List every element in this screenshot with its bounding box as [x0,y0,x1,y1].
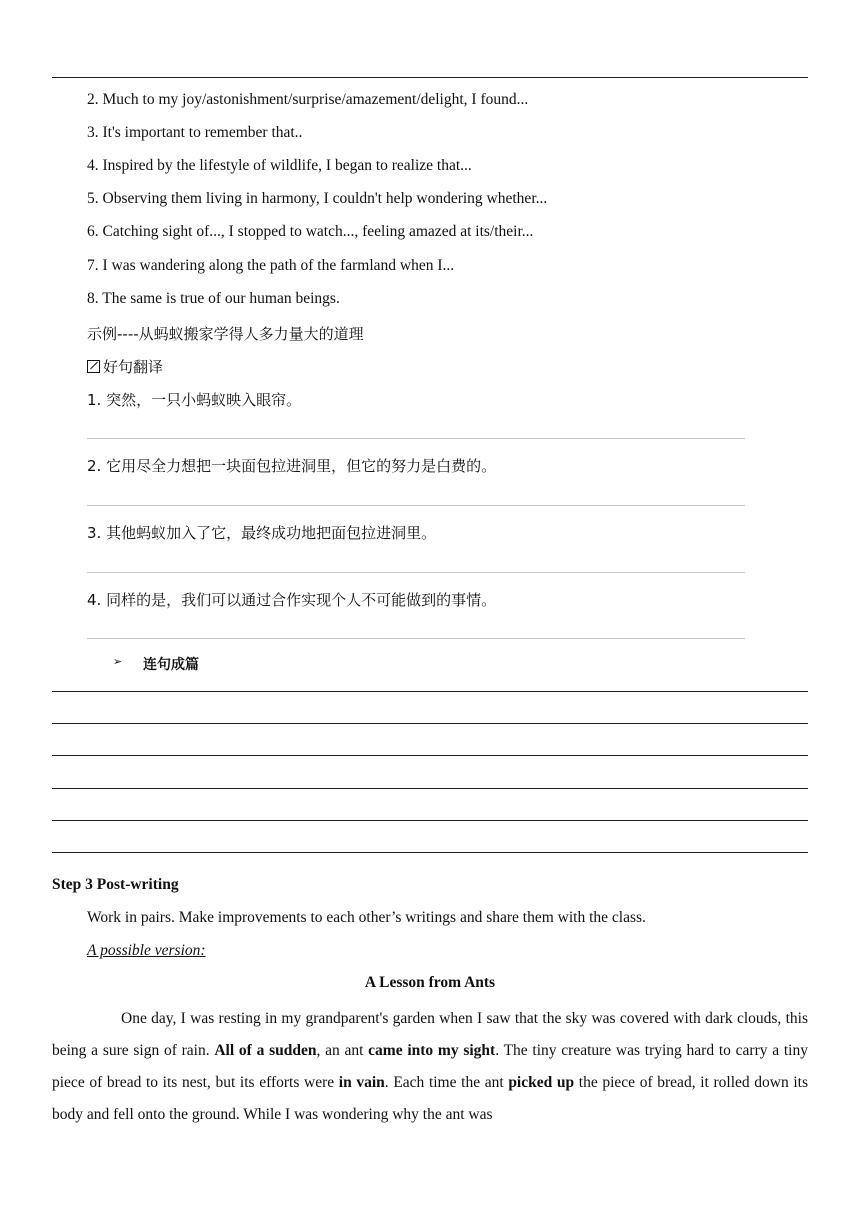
possible-version-label: A possible version: [87,942,206,959]
phrase-5: 5. Observing them living in harmony, I couldn't help wondering whether... [87,190,548,207]
essay-bold-2: came into my sight [368,1042,496,1059]
step3-instruction: Work in pairs. Make improvements to each other’s writings and share them with the class. [87,909,646,926]
writing-line-1[interactable] [52,691,808,692]
essay-text-3: . The tiny creature was trying hard to carry a tiny piece of bread to its nest, but its efforts were [52,1042,808,1091]
phrase-4: 4. Inspired by the lifestyle of wildlife, I began to realize that... [87,157,472,174]
essay-text-4: . Each time the ant [384,1074,509,1091]
connect-label: 连句成篇 [143,657,199,673]
answer-line-2[interactable] [87,505,745,506]
essay-bold-3: in vain [338,1074,385,1091]
checkbox-icon [87,360,100,373]
phrase-3: 3. It's important to remember that.. [87,124,303,141]
translate-heading [87,356,163,377]
header-rule [52,77,808,78]
translate-item-3: 3. 其他蚂蚁加入了它，最终成功地把面包拉进洞里。 [87,524,437,542]
arrow-bullet-icon: ➢ [113,655,123,668]
writing-line-4[interactable] [52,788,808,789]
writing-line-5[interactable] [52,820,808,821]
writing-line-2[interactable] [52,723,808,724]
writing-line-6[interactable] [52,852,808,853]
translate-item-1: 1. 突然，一只小蚂蚁映入眼帘。 [87,391,302,409]
phrase-2: 2. Much to my joy/astonishment/surprise/amazement/delight, I found... [87,91,529,108]
phrase-7: 7. I was wandering along the path of the farmland when I... [87,257,455,274]
writing-line-3[interactable] [52,755,808,756]
phrase-8: 8. The same is true of our human beings. [87,290,340,307]
translate-item-4: 4. 同样的是，我们可以通过合作实现个人不可能做到的事情。 [87,591,497,609]
answer-line-3[interactable] [87,572,745,573]
example-label: 示例----从蚂蚁搬家学得人多力量大的道理 [87,325,364,343]
essay-text-1: One day, I was resting in my grandparent's garden when I saw that the sky was covered with dark clouds, this being a sure sign of rain. [52,1010,808,1059]
essay-bold-4: picked up [508,1074,575,1091]
essay-text-2: , an ant [316,1042,369,1059]
translate-heading-text: 好句翻译 [103,358,164,376]
essay-bold-1: All of a sudden [214,1042,317,1059]
essay-title: A Lesson from Ants [364,974,496,991]
step3-title: Step 3 Post-writing [52,876,179,893]
answer-line-1[interactable] [87,438,745,439]
essay-paragraph [52,1003,808,1131]
essay-text-5: the piece of bread, it rolled down its body and fell onto the ground. While I was wondering why the ant was [52,1074,809,1123]
translate-item-2: 2. 它用尽全力想把一块面包拉进洞里，但它的努力是白费的。 [87,457,497,475]
phrase-6: 6. Catching sight of..., I stopped to watch..., feeling amazed at its/their... [87,223,534,240]
answer-line-4[interactable] [87,638,745,639]
